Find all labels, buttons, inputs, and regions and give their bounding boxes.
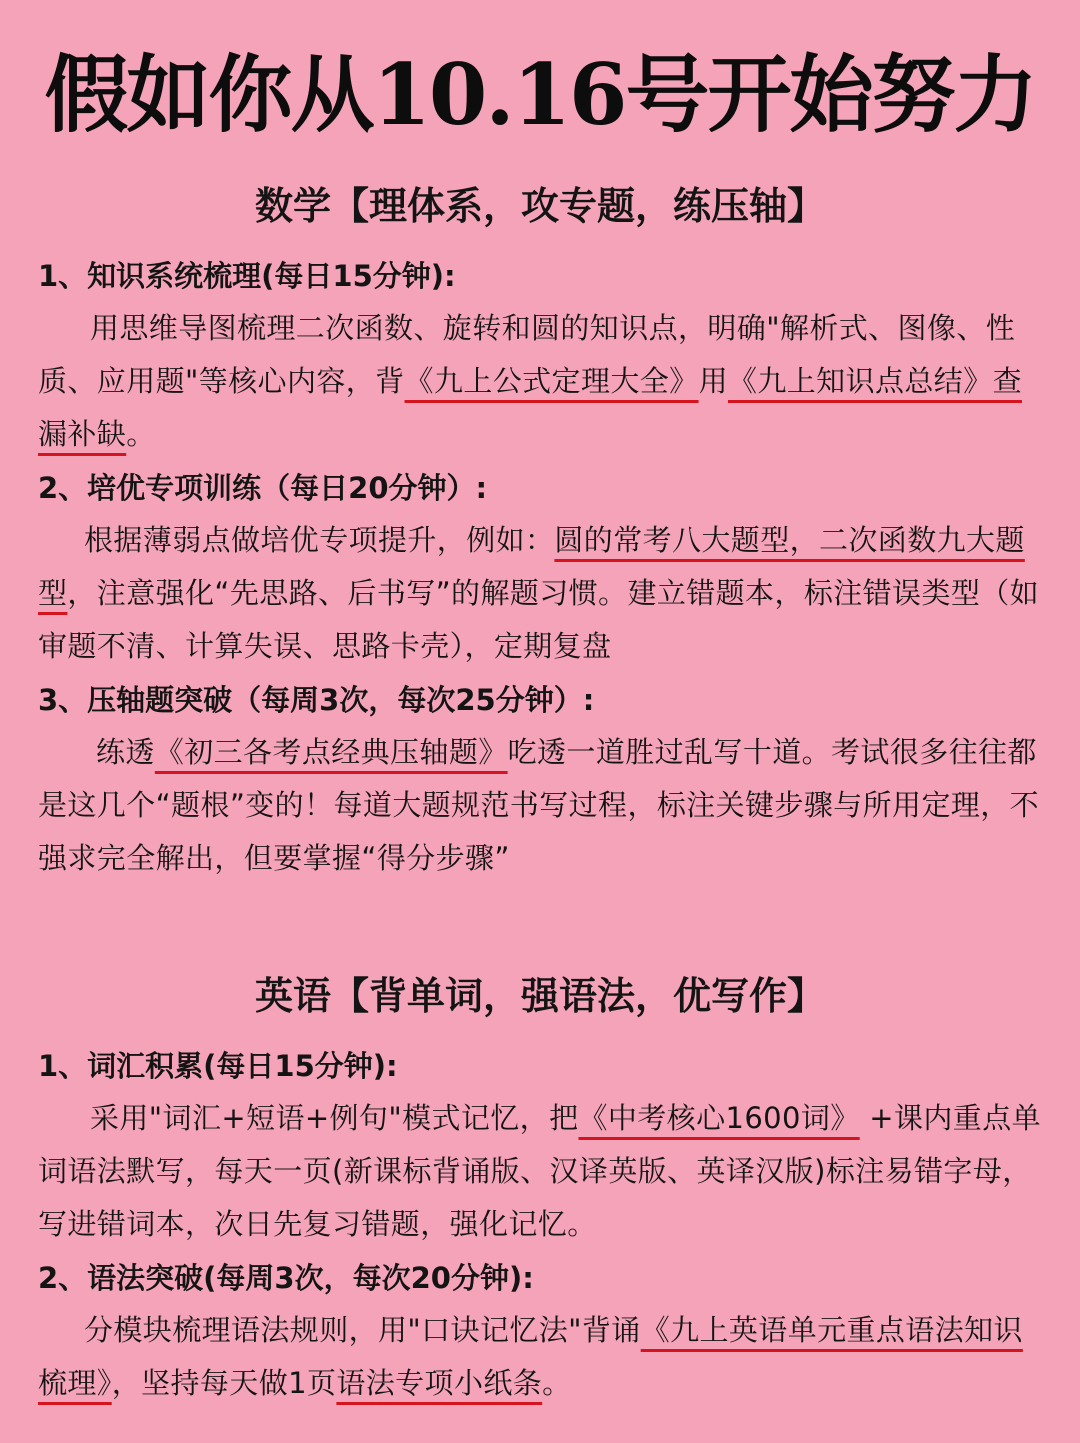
math-item2-topics: 圆的常考八大题型，二次函数九大题型 <box>38 523 1025 610</box>
english-item1-book: 《中考核心1600词》 <box>578 1101 860 1135</box>
math-item3-text <box>38 726 1048 885</box>
math-section-heading: 数学【理体系，攻专题，练压轴】 <box>254 184 825 228</box>
english-item2-text-part1: 分模块梳理语法规则，用"口诀记忆法"背诵 <box>84 1313 641 1347</box>
page-title: 假如你从10.16号开始努力 <box>44 45 1036 144</box>
math-item2-text-part1: 根据薄弱点做培优专项提升，例如： <box>84 523 555 557</box>
math-item2-heading: 2、培优专项训练（每日20分钟）: <box>38 471 488 505</box>
math-item3-text-part2: 吃透一道胜过乱写十道。考试很多往往都是这几个“题根”变的！每道大题规范书写过程，标注关键步骤与所用定理，不强求完全解出，但要掌握“得分步骤” <box>38 735 1040 875</box>
math-item1-text-part3: 。 <box>126 417 156 451</box>
english-section-heading: 英语【背单词，强语法，优写作】 <box>254 974 825 1018</box>
english-item1-heading: 1、词汇积累(每日15分钟): <box>38 1049 398 1083</box>
math-item3-text-part1: 练透 <box>96 735 155 769</box>
english-item2-text <box>38 1304 1048 1410</box>
english-item2-text-part2: ，坚持每天做1页 <box>111 1366 337 1400</box>
math-item2-text-part2: ，注意强化“先思路、后书写”的解题习惯。建立错题本，标注错误类型（如审题不清、计算失误、思路卡壳），定期复盘 <box>38 576 1040 663</box>
math-item3-heading: 3、压轴题突破（每周3次，每次25分钟）: <box>38 683 595 717</box>
math-item3-book: 《初三各考点经典压轴题》 <box>154 735 508 769</box>
math-item1-book2: 《九上知识点总结》查漏补缺 <box>38 364 1022 451</box>
math-item1-book1: 《九上公式定理大全》 <box>404 364 699 398</box>
english-item2-book: 《九上英语单元重点语法知识梳理》 <box>38 1313 1023 1400</box>
english-item1-text <box>38 1092 1048 1251</box>
english-item2-strips: 语法专项小纸条 <box>336 1366 543 1400</box>
english-item1-text-part1: 采用"词汇+短语+例句"模式记忆，把 <box>90 1101 579 1135</box>
math-item1-text-part1: 用思维导图梳理二次函数、旋转和圆的知识点，明确"解析式、图像、性质、应用题"等核心内容，背 <box>38 311 1016 398</box>
math-item1-text <box>38 302 1048 461</box>
math-item1-heading: 1、知识系统梳理(每日15分钟): <box>38 259 456 293</box>
english-item1-text-part2: +课内重点单词语法默写，每天一页(新课标背诵版、汉译英版、英译汉版)标注易错字母，写进错词本，次日先复习错题，强化记忆。 <box>38 1101 1042 1241</box>
english-item2-heading: 2、语法突破(每周3次，每次20分钟): <box>38 1261 534 1295</box>
math-item2-text <box>38 514 1048 673</box>
math-item1-text-part2: 用 <box>698 364 728 398</box>
english-item2-text-part3: 。 <box>542 1366 572 1400</box>
